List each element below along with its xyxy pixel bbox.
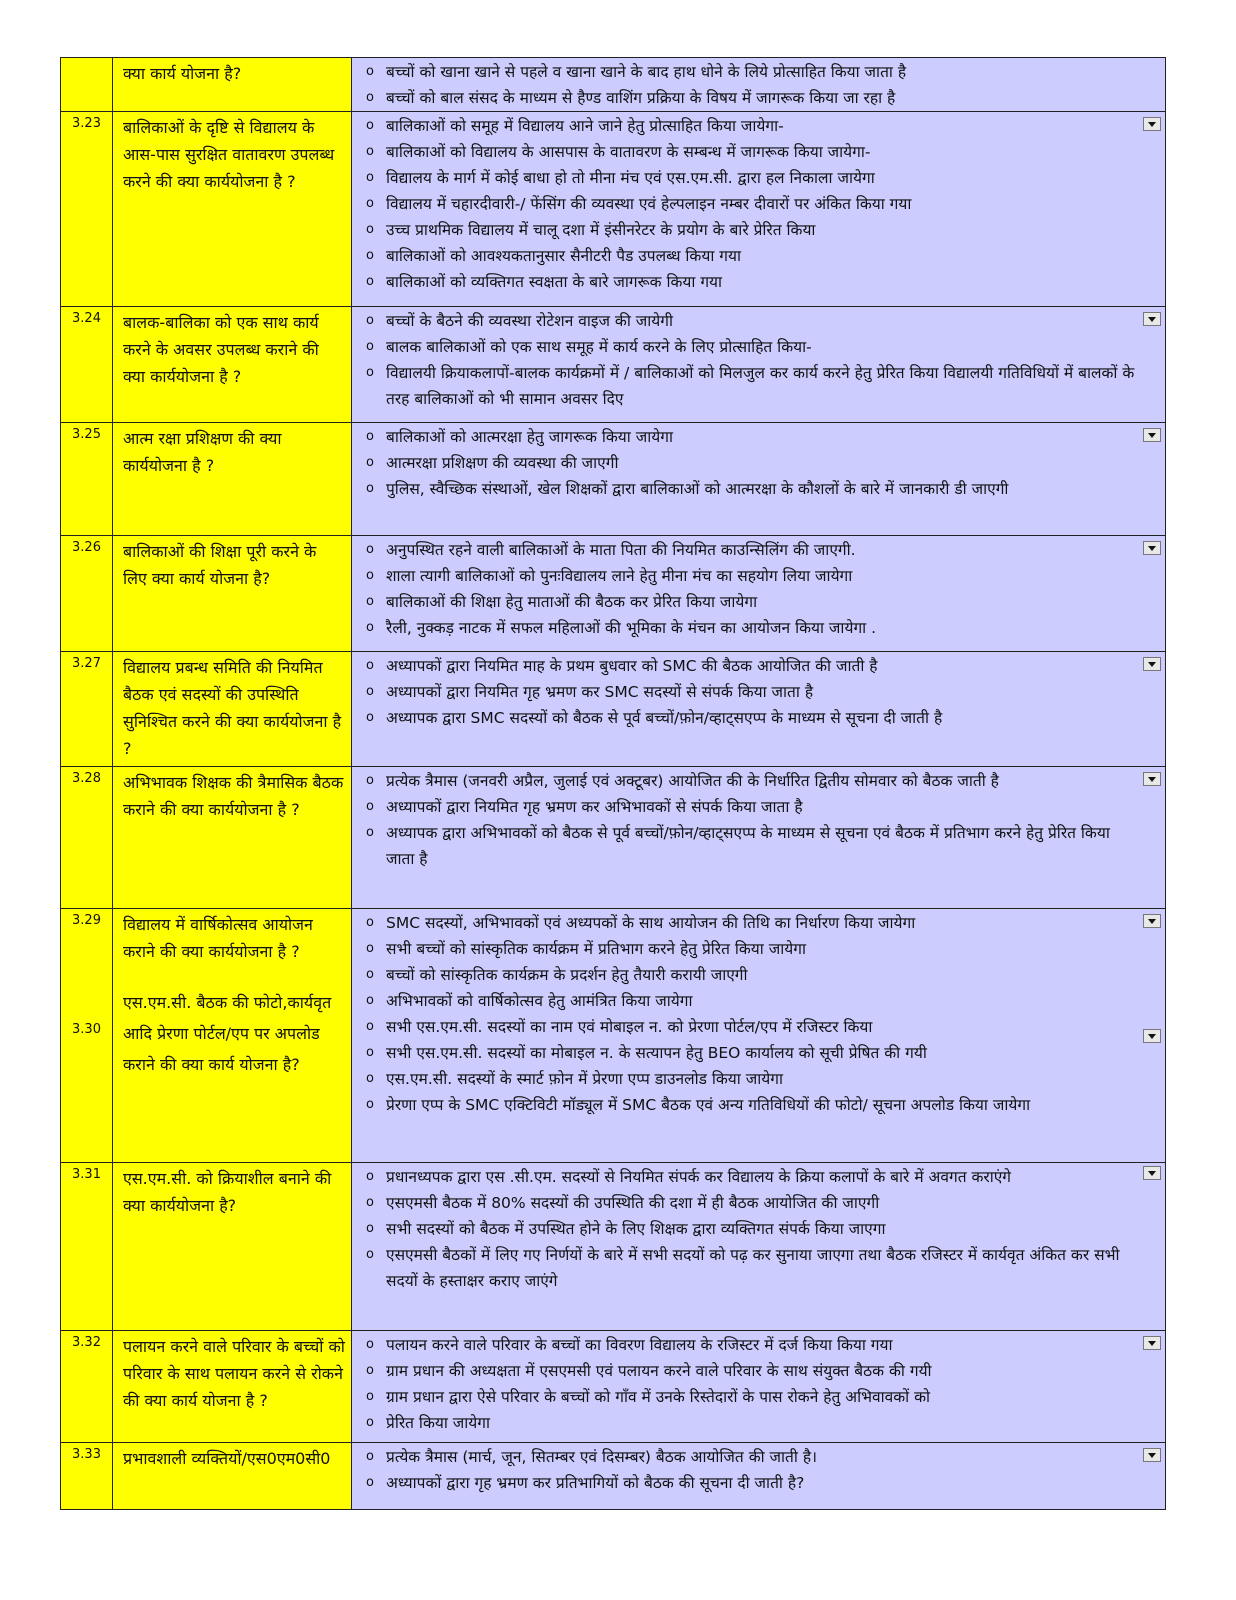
- list-item-text: विद्यालय में चहारदीवारी-/ फेंसिंग की व्यवस्था एवं हेल्पलाइन नम्बर दीवारों पर अंकित किया गया: [386, 195, 912, 213]
- table-row: [61, 58, 1166, 112]
- question-cell: [113, 423, 352, 536]
- table-row: [61, 536, 1166, 652]
- chevron-down-icon: [1148, 122, 1156, 127]
- list-item: [362, 794, 1135, 820]
- item-number-cell: [61, 909, 113, 1163]
- table-row: [61, 1331, 1166, 1443]
- bullet-icon: o: [366, 1221, 374, 1236]
- answer-cell: [352, 1163, 1166, 1331]
- bullet-icon: o: [366, 64, 374, 79]
- bullet-icon: o: [366, 542, 374, 557]
- item-number-cell: [61, 1443, 113, 1510]
- table-row: [61, 423, 1166, 536]
- question-text: विद्यालय में वार्षिकोत्सव आयोजन कराने की क्या कार्ययोजना है ?: [123, 915, 313, 961]
- item-number-cell: [61, 1331, 113, 1443]
- chevron-down-icon: [1148, 546, 1156, 551]
- item-number-cell: [61, 1163, 113, 1331]
- list-item-text: बच्चों को सांस्कृतिक कार्यक्रम के प्रदर्शन हेतु तैयारी करायी जाएगी: [386, 966, 748, 984]
- item-number-cell: [61, 112, 113, 307]
- list-item-text: बालिकाओं को आवश्यकतानुसार सैनीटरी पैड उपलब्ध किया गया: [386, 247, 741, 265]
- bullet-icon: o: [366, 170, 374, 185]
- list-item: [362, 191, 1135, 217]
- action-plan-table: [60, 57, 1166, 1510]
- list-item-text: प्रत्येक त्रैमास (जनवरी अप्रैल, जुलाई एवं अक्टूबर) आयोजित की के निर्धारित द्वितीय सोमवार को बैठक जाती है: [386, 772, 999, 790]
- list-item-text: अध्यापक द्वारा SMC सदस्यों को बैठक से पूर्व बच्चों/फ़ोन/व्हाट्सएप्प के माध्यम से सूचना दी जाती है: [386, 709, 943, 727]
- list-item: [362, 360, 1135, 412]
- list-item: [362, 615, 1135, 641]
- question-text: क्या कार्य योजना है?: [123, 64, 242, 83]
- bullet-icon: o: [366, 915, 374, 930]
- list-item-text: ग्राम प्रधान द्वारा ऐसे परिवार के बच्चों को गाँव में उनके रिस्तेदारों के पास रोकने हेतु अभिवावकों को: [386, 1388, 931, 1406]
- question-cell: [113, 909, 352, 1163]
- list-item-text: बालिकाओं को समूह में विद्यालय आने जाने हेतु प्रोत्साहित किया जायेगा-: [386, 117, 784, 135]
- table-row: [61, 652, 1166, 767]
- bullet-icon: o: [366, 1045, 374, 1060]
- question-cell: [113, 58, 352, 112]
- list-item: [362, 334, 1135, 360]
- answer-cell: [352, 652, 1166, 767]
- list-item-text: शाला त्यागी बालिकाओं को पुनःविद्यालय लाने हेतु मीना मंच का सहयोग लिया जायेगा: [386, 567, 853, 585]
- dropdown-button[interactable]: [1143, 1448, 1161, 1462]
- question-text: बालक-बालिका को एक साथ कार्य करने के अवसर उपलब्ध कराने की क्या कार्ययोजना है ?: [123, 313, 319, 386]
- list-item: [362, 1470, 1135, 1496]
- bullet-icon: o: [366, 1337, 374, 1352]
- dropdown-button[interactable]: [1143, 541, 1161, 555]
- list-item: [362, 1040, 1135, 1066]
- list-item-text: विद्यालयी क्रियाकलापों-बालक कार्यक्रमों में / बालिकाओं को मिलजुल कर कार्य करने हेतु प्रेरित किया विद्यालयी गतिविधियों में बालकों के तरह बालिकाओं को भी सामान अवसर दिए: [386, 364, 1135, 408]
- list-item-text: अध्यापकों द्वारा नियमित गृह भ्रमण कर SMC सदस्यों से संपर्क किया जाता है: [386, 683, 814, 701]
- dropdown-button[interactable]: [1143, 914, 1161, 928]
- list-item: [362, 308, 1135, 334]
- question-cell: [113, 767, 352, 909]
- dropdown-button[interactable]: [1143, 428, 1161, 442]
- bullet-icon: o: [366, 1449, 374, 1464]
- list-item-text: विद्यालय के मार्ग में कोई बाधा हो तो मीना मंच एवं एस.एम.सी. द्वारा हल निकाला जायेगा: [386, 169, 875, 187]
- list-item-text: प्रेरणा एप्प के SMC एक्टिविटी मॉड्यूल में SMC बैठक एवं अन्य गतिविधियों की फोटो/ सूचना अपलोड किया जायेगा: [386, 1096, 1031, 1114]
- list-item: [362, 1014, 1135, 1040]
- list-item: [362, 1332, 1135, 1358]
- question-text: विद्यालय प्रबन्ध समिति की नियमित बैठक एवं सदस्यों की उपस्थिति सुनिश्चित करने की क्या कार्ययोजना है ?: [123, 658, 342, 758]
- list-item: [362, 537, 1135, 563]
- bullet-icon: o: [366, 825, 374, 840]
- bullet-icon: o: [366, 1247, 374, 1262]
- list-item-text: बालक बालिकाओं को एक साथ समूह में कार्य करने के लिए प्रोत्साहित किया-: [386, 338, 812, 356]
- bullet-icon: o: [366, 1097, 374, 1112]
- bullet-icon: o: [366, 1071, 374, 1086]
- question-text: बालिकाओं की शिक्षा पूरी करने के लिए क्या कार्य योजना है?: [123, 542, 317, 588]
- answer-cell: [352, 536, 1166, 652]
- question-text: एस.एम.सी. बैठक की फोटो,कार्यवृत आदि प्रेरणा पोर्टल/एप पर अपलोड कराने की क्या कार्य योजना है?: [123, 993, 332, 1074]
- list-item-text: बच्चों को खाना खाने से पहले व खाना खाने के बाद हाथ धोने के लिये प्रोत्साहित किया जाता है: [386, 63, 907, 81]
- item-number-cell: [61, 652, 113, 767]
- list-item-text: बच्चों के बैठने की व्यवस्था रोटेशन वाइज की जायेगी: [386, 312, 674, 330]
- item-number: 3.26: [72, 540, 101, 555]
- list-item: [362, 1242, 1135, 1294]
- list-item: [362, 820, 1135, 872]
- bullet-icon: o: [366, 274, 374, 289]
- bullet-icon: o: [366, 1019, 374, 1034]
- item-number: 3.28: [72, 771, 101, 786]
- bullet-icon: o: [366, 90, 374, 105]
- chevron-down-icon: [1148, 1171, 1156, 1176]
- list-item: [362, 1410, 1135, 1436]
- dropdown-button[interactable]: [1143, 1029, 1161, 1043]
- table-row: [61, 909, 1166, 1163]
- dropdown-button[interactable]: [1143, 1166, 1161, 1180]
- list-item: [362, 1164, 1135, 1190]
- table-row: [61, 767, 1166, 909]
- list-item: [362, 165, 1135, 191]
- list-item-text: बालिकाओं को विद्यालय के आसपास के वातावरण के सम्बन्ध में जागरूक किया जायेगा-: [386, 143, 871, 161]
- list-item-text: आत्मरक्षा प्रशिक्षण की व्यवस्था की जाएगी: [386, 454, 619, 472]
- answer-cell: [352, 112, 1166, 307]
- question-text: पलायन करने वाले परिवार के बच्चों को परिवार के साथ पलायन करने से रोकने की क्या कार्य योजना है ?: [123, 1337, 345, 1410]
- bullet-icon: o: [366, 658, 374, 673]
- item-number: 3.33: [72, 1447, 101, 1462]
- item-number: 3.29: [72, 913, 101, 928]
- list-item-text: बालिकाओं को व्यक्तिगत स्वक्षता के बारे जागरूक किया गया: [386, 273, 723, 291]
- list-item-text: सभी एस.एम.सी. सदस्यों का मोबाइल न. के सत्यापन हेतु BEO कार्यालय को सूची प्रेषित की गयी: [386, 1044, 927, 1062]
- bullet-icon: o: [366, 1389, 374, 1404]
- answer-cell: [352, 1443, 1166, 1510]
- list-item: [362, 1444, 1135, 1470]
- list-item: [362, 910, 1135, 936]
- bullet-icon: o: [366, 144, 374, 159]
- list-item-text: रैली, नुक्कड़ नाटक में सफल महिलाओं की भूमिका के मंचन का आयोजन किया जायेगा .: [386, 619, 877, 637]
- chevron-down-icon: [1148, 1453, 1156, 1458]
- item-number: 3.24: [72, 311, 101, 326]
- bullet-icon: o: [366, 967, 374, 982]
- dropdown-button[interactable]: [1143, 1336, 1161, 1350]
- item-number-cell: [61, 58, 113, 112]
- list-item: [362, 1384, 1135, 1410]
- bullet-icon: o: [366, 339, 374, 354]
- answer-cell: [352, 423, 1166, 536]
- list-item-text: प्रधानध्यपक द्वारा एस .सी.एम. सदस्यों से नियमित संपर्क कर विद्यालय के क्रिया कलापों के बारे में अवगत कराएंगे: [386, 1168, 1012, 1186]
- list-item: [362, 1190, 1135, 1216]
- question-text: अभिभावक शिक्षक की त्रैमासिक बैठक कराने की क्या कार्ययोजना है ?: [123, 773, 344, 819]
- answer-cell: [352, 307, 1166, 423]
- bullet-icon: o: [366, 684, 374, 699]
- list-item-text: प्रत्येक त्रैमास (मार्च, जून, सितम्बर एवं दिसम्बर) बैठक आयोजित की जाती है।: [386, 1448, 817, 1466]
- list-item-text: ग्राम प्रधान की अध्यक्षता में एसएमसी एवं पलायन करने वाले परिवार के साथ संयुक्त बैठक की गयी: [386, 1362, 932, 1380]
- list-item-text: SMC सदस्यों, अभिभावकों एवं अध्यपकों के साथ आयोजन की तिथि का निर्धारण किया जायेगा: [386, 914, 916, 932]
- bullet-icon: o: [366, 1195, 374, 1210]
- list-item-text: अनुपस्थित रहने वाली बालिकाओं के माता पिता की नियमित काउन्सिलिंग की जाएगी.: [386, 541, 856, 559]
- list-item-text: अध्यापकों द्वारा गृह भ्रमण कर प्रतिभागियों को बैठक की सूचना दी जाती है?: [386, 1474, 805, 1492]
- list-item-text: उच्च प्राथमिक विद्यालय में चालू दशा में इंसीनरेटर के प्रयोग के बारे प्रेरित किया: [386, 221, 816, 239]
- list-item: [362, 1066, 1135, 1092]
- list-item: [362, 113, 1135, 139]
- bullet-icon: o: [366, 481, 374, 496]
- item-number: 3.32: [72, 1335, 101, 1350]
- bullet-icon: o: [366, 594, 374, 609]
- question-cell: [113, 652, 352, 767]
- list-item-text: एसएमसी बैठकों में लिए गए निर्णयों के बारे में सभी सदयों को पढ़ कर सुनाया जाएगा तथा बैठक रजिस्टर में कार्यवृत अंकित कर सभी सदयों के हस्ताक्षर कराए जाएंगे: [386, 1246, 1120, 1290]
- list-item: [362, 653, 1135, 679]
- question-text: आत्म रक्षा प्रशिक्षण की क्या कार्ययोजना है ?: [123, 429, 282, 475]
- bullet-icon: o: [366, 1475, 374, 1490]
- bullet-icon: o: [366, 118, 374, 133]
- list-item-text: अध्यापकों द्वारा नियमित गृह भ्रमण कर अभिभावकों से संपर्क किया जाता है: [386, 798, 803, 816]
- dropdown-button[interactable]: [1143, 312, 1161, 326]
- list-item: [362, 768, 1135, 794]
- list-item-text: बालिकाओं को आत्मरक्षा हेतु जागरूक किया जायेगा: [386, 428, 673, 446]
- list-item: [362, 85, 1135, 111]
- list-item: [362, 59, 1135, 85]
- item-number: 3.25: [72, 427, 101, 442]
- list-item: [362, 936, 1135, 962]
- bullet-icon: o: [366, 365, 374, 380]
- list-item-text: अभिभावकों को वार्षिकोत्सव हेतु आमंत्रित किया जायेगा: [386, 992, 693, 1010]
- list-item-text: अध्यापक द्वारा अभिभावकों को बैठक से पूर्व बच्चों/फ़ोन/व्हाट्सएप्प के माध्यम से सूचना एवं बैठक में प्रतिभाग करने हेतु प्रेरित किया जाता है: [386, 824, 1110, 868]
- list-item: [362, 217, 1135, 243]
- list-item-text: बच्चों को बाल संसद के माध्यम से हैण्ड वाशिंग प्रक्रिया के विषय में जागरूक किया जा रहा है: [386, 89, 896, 107]
- list-item: [362, 139, 1135, 165]
- list-item-text: सभी सदस्यों को बैठक में उपस्थित होने के लिए शिक्षक द्वारा व्यक्तिगत संपर्क किया जाएगा: [386, 1220, 886, 1238]
- list-item-text: पुलिस, स्वैच्छिक संस्थाओं, खेल शिक्षकों द्वारा बालिकाओं को आत्मरक्षा के कौशलों के बारे में जानकारी डी जाएगी: [386, 480, 1009, 498]
- list-item: [362, 1358, 1135, 1384]
- list-item: [362, 962, 1135, 988]
- answer-cell: [352, 58, 1166, 112]
- bullet-icon: o: [366, 710, 374, 725]
- dropdown-button[interactable]: [1143, 657, 1161, 671]
- chevron-down-icon: [1148, 1341, 1156, 1346]
- bullet-icon: o: [366, 993, 374, 1008]
- list-item: [362, 705, 1135, 731]
- list-item-text: एसएमसी बैठक में 80% सदस्यों की उपस्थिति की दशा में ही बैठक आयोजित की जाएगी: [386, 1194, 880, 1212]
- item-number: 3.31: [72, 1167, 101, 1182]
- list-item-text: अध्यापकों द्वारा नियमित माह के प्रथम बुधवार को SMC की बैठक आयोजित की जाती है: [386, 657, 878, 675]
- chevron-down-icon: [1148, 777, 1156, 782]
- bullet-icon: o: [366, 313, 374, 328]
- bullet-icon: o: [366, 568, 374, 583]
- list-item-text: सभी बच्चों को सांस्कृतिक कार्यक्रम में प्रतिभाग करने हेतु प्रेरित किया जायेगा: [386, 940, 806, 958]
- question-cell: [113, 1163, 352, 1331]
- question-cell: [113, 1443, 352, 1510]
- question-text: बालिकाओं के दृष्टि से विद्यालय के आस-पास सुरक्षित वातावरण उपलब्ध करने की क्या कार्ययोजना है ?: [123, 118, 335, 191]
- bullet-icon: o: [366, 455, 374, 470]
- answer-cell: [352, 909, 1166, 1163]
- bullet-icon: o: [366, 620, 374, 635]
- bullet-icon: o: [366, 941, 374, 956]
- list-item: [362, 679, 1135, 705]
- list-item-text: प्रेरित किया जायेगा: [386, 1414, 491, 1432]
- table-row: [61, 112, 1166, 307]
- dropdown-button[interactable]: [1143, 772, 1161, 786]
- item-number: 3.30: [72, 1022, 101, 1037]
- list-item-text: बालिकाओं की शिक्षा हेतु माताओं की बैठक कर प्रेरित किया जायेगा: [386, 593, 758, 611]
- list-item: [362, 1216, 1135, 1242]
- list-item: [362, 476, 1135, 502]
- item-number-cell: [61, 536, 113, 652]
- bullet-icon: o: [366, 248, 374, 263]
- bullet-icon: o: [366, 1169, 374, 1184]
- bullet-icon: o: [366, 429, 374, 444]
- answer-cell: [352, 767, 1166, 909]
- question-cell: [113, 1331, 352, 1443]
- bullet-icon: o: [366, 799, 374, 814]
- item-number: 3.27: [72, 656, 101, 671]
- chevron-down-icon: [1148, 919, 1156, 924]
- table-row: [61, 1163, 1166, 1331]
- list-item-text: सभी एस.एम.सी. सदस्यों का नाम एवं मोबाइल न. को प्रेरणा पोर्टल/एप में रजिस्टर किया: [386, 1018, 873, 1036]
- bullet-icon: o: [366, 1415, 374, 1430]
- chevron-down-icon: [1148, 433, 1156, 438]
- question-cell: [113, 307, 352, 423]
- chevron-down-icon: [1148, 1034, 1156, 1039]
- list-item: [362, 243, 1135, 269]
- chevron-down-icon: [1148, 662, 1156, 667]
- table-row: [61, 1443, 1166, 1510]
- list-item: [362, 1092, 1135, 1118]
- list-item-text: पलायन करने वाले परिवार के बच्चों का विवरण विद्यालय के रजिस्टर में दर्ज किया किया गया: [386, 1336, 893, 1354]
- dropdown-button[interactable]: [1143, 117, 1161, 131]
- list-item-text: एस.एम.सी. सदस्यों के स्मार्ट फ़ोन में प्रेरणा एप्प डाउनलोड किया जायेगा: [386, 1070, 783, 1088]
- bullet-icon: o: [366, 196, 374, 211]
- answer-cell: [352, 1331, 1166, 1443]
- list-item: [362, 450, 1135, 476]
- question-cell: [113, 536, 352, 652]
- item-number-cell: [61, 423, 113, 536]
- table-row: [61, 307, 1166, 423]
- list-item: [362, 424, 1135, 450]
- bullet-icon: o: [366, 222, 374, 237]
- list-item: [362, 988, 1135, 1014]
- bullet-icon: o: [366, 1363, 374, 1378]
- question-text: एस.एम.सी. को क्रियाशील बनाने की क्या कार्ययोजना है?: [123, 1169, 332, 1215]
- list-item: [362, 269, 1135, 295]
- item-number-cell: [61, 767, 113, 909]
- list-item: [362, 589, 1135, 615]
- list-item: [362, 563, 1135, 589]
- bullet-icon: o: [366, 773, 374, 788]
- question-cell: [113, 112, 352, 307]
- question-text: प्रभावशाली व्यक्तियों/एस0एम0सी0: [123, 1449, 331, 1468]
- chevron-down-icon: [1148, 317, 1156, 322]
- item-number-cell: [61, 307, 113, 423]
- item-number: 3.23: [72, 116, 101, 131]
